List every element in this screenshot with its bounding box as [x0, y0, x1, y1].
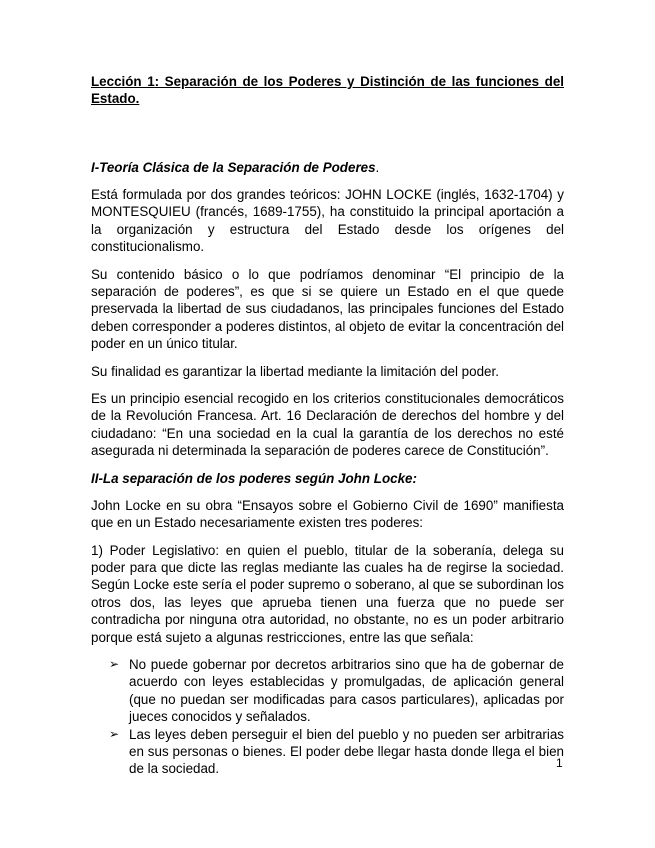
paragraph: Su contenido básico o lo que podríamos denominar “El principio de la separación de poderes”, es que si se quiere un Estado en el que quede preservada la libertad de sus ciudadanos, las principales funciones del Estado deben corresponder a poderes distintos, al objeto de evitar la concentración del poder en un único titular. — [91, 266, 564, 352]
paragraph: John Locke en su obra “Ensayos sobre el Gobierno Civil de 1690” manifiesta que en un Estado necesariamente existen tres poderes: — [91, 497, 564, 531]
arrowhead-bullet-icon: ➢ — [109, 726, 120, 741]
list-item-text: Las leyes deben perseguir el bien del pueblo y no pueden ser arbitrarias en sus personas o bienes. El poder debe llegar hasta donde llega el bien de la sociedad. — [129, 726, 564, 777]
section-heading-1-suffix: . — [375, 160, 380, 175]
section-heading-2: II-La separación de los poderes según John Locke: — [91, 470, 417, 486]
paragraph: Su finalidad es garantizar la libertad mediante la limitación del poder. — [91, 363, 499, 379]
arrowhead-bullet-icon: ➢ — [109, 656, 120, 671]
section-heading-1-text: I-Teoría Clásica de la Separación de Poderes — [91, 160, 376, 175]
paragraph: Está formulada por dos grandes teóricos: JOHN LOCKE (inglés, 1632-1704) y MONTESQUIEU (francés, 1689-1755), ha constituido la principal aportación a la organización y estructura del Estado desde los orígenes del constitucionalismo. — [91, 187, 564, 255]
list-item — [109, 726, 564, 778]
paragraph: 1) Poder Legislativo: en quien el pueblo, titular de la soberanía, delega su poder para que dicte las reglas mediante las cuales ha de regirse la sociedad. Según Locke este sería el poder supremo o soberano, al que se subordinan los otros dos, las leyes que aprueba tienen una fuerza que no puede ser contradicha por ninguna otra autoridad, no obstante, no es un poder arbitrario porque está sujeto a algunas restricciones, entre las que señala: — [91, 542, 564, 645]
page-number: 1 — [556, 756, 563, 770]
list-item — [109, 656, 564, 726]
paragraph: Es un principio esencial recogido en los criterios constitucionales democráticos de la Revolución Francesa. Art. 16 Declaración de derechos del hombre y del ciudadano: “En una sociedad en la cual la garantía de los derechos no esté asegurada ni determinada la separación de poderes carece de Constitución”. — [91, 391, 564, 459]
bullet-list — [91, 656, 564, 778]
list-item-text: No puede gobernar por decretos arbitrarios sino que ha de gobernar de acuerdo con leyes establecidas y promulgadas, de aplicación general (que no puedan ser modificadas para casos particulares), aplicadas por jueces conocidos y señalados. — [129, 656, 564, 725]
section-heading-1 — [91, 159, 564, 176]
document-title: Lección 1: Separación de los Poderes y Distinción de las funciones del Estado. — [91, 74, 564, 106]
